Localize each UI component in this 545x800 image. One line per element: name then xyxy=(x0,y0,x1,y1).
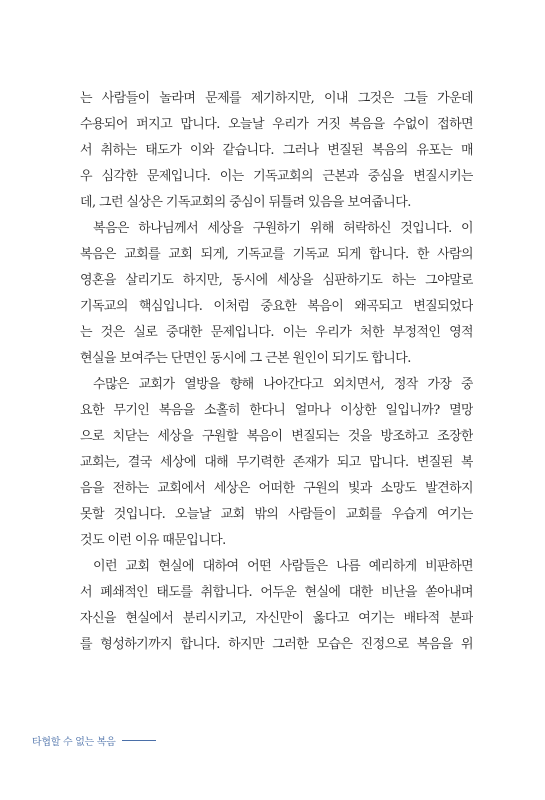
text-line: 데, 그런 실상은 기독교회의 중심이 뒤틀려 있음을 보여줍니다. xyxy=(80,195,411,210)
text-line: 를 형성하기까지 합니다. 하지만 그러한 모습은 진정으로 복음을 위 xyxy=(80,637,473,652)
text-line: 교회는, 결국 세상에 대해 무기력한 존재가 되고 맙니다. 변질된 복 xyxy=(80,455,473,470)
footer-book-title: 타협할 수 없는 복음 xyxy=(32,737,116,748)
text-line: 요한 무기인 복음을 소홀히 한다니 얼마나 이상한 일입니까? 멸망 xyxy=(80,403,473,418)
text-line: 서 폐쇄적인 태도를 취합니다. 어두운 현실에 대한 비난을 쏟아내며 xyxy=(80,585,473,600)
text-line: 수용되어 퍼지고 맙니다. 오늘날 우리가 거짓 복음을 수없이 접하면 xyxy=(80,117,473,132)
text-line: 서 취하는 태도가 이와 같습니다. 그러나 변질된 복음의 유포는 매 xyxy=(80,143,473,158)
text-line: 것도 이런 이유 때문입니다. xyxy=(80,533,226,548)
paragraph xyxy=(80,372,473,554)
text-line: 는 사람들이 놀라며 문제를 제기하지만, 이내 그것은 그들 가운데 xyxy=(80,91,473,106)
text-line: 우 심각한 문제입니다. 이는 기독교회의 근본과 중심을 변질시키는 xyxy=(80,169,473,184)
text-line: 현실을 보여주는 단면인 동시에 그 근본 원인이 되기도 합니다. xyxy=(80,351,411,366)
text-line: 영혼을 살리기도 하지만, 동시에 세상을 심판하기도 하는 그야말로 xyxy=(80,273,473,288)
text-line: 음을 전하는 교회에서 세상은 어떠한 구원의 빛과 소망도 발견하지 xyxy=(80,481,473,496)
text-line: 으로 치닫는 세상을 구원할 복음이 변질되는 것을 방조하고 조장한 xyxy=(80,429,473,444)
text-line: 는 것은 실로 중대한 문제입니다. 이는 우리가 처한 부정적인 영적 xyxy=(80,325,473,340)
paragraph xyxy=(80,554,473,658)
text-line: 복음은 교회를 교회 되게, 기독교를 기독교 되게 합니다. 한 사람의 xyxy=(80,247,473,262)
text-line: 자신을 현실에서 분리시키고, 자신만이 옳다고 여기는 배타적 분파 xyxy=(80,611,473,626)
text-line: 수많은 교회가 열방을 향해 나아간다고 외치면서, 정작 가장 중 xyxy=(93,377,473,392)
text-line: 복음은 하나님께서 세상을 구원하기 위해 허락하신 것입니다. 이 xyxy=(93,221,473,236)
body-text xyxy=(80,86,473,658)
paragraph xyxy=(80,86,473,216)
footer-rule xyxy=(122,740,156,741)
text-line: 못할 것입니다. 오늘날 교회 밖의 사람들이 교회를 우습게 여기는 xyxy=(80,507,473,522)
paragraph xyxy=(80,216,473,372)
text-line: 기독교의 핵심입니다. 이처럼 중요한 복음이 왜곡되고 변질되었다 xyxy=(80,299,473,314)
running-footer xyxy=(32,733,156,748)
text-line: 이런 교회 현실에 대하여 어떤 사람들은 나름 예리하게 비판하면 xyxy=(93,559,473,574)
